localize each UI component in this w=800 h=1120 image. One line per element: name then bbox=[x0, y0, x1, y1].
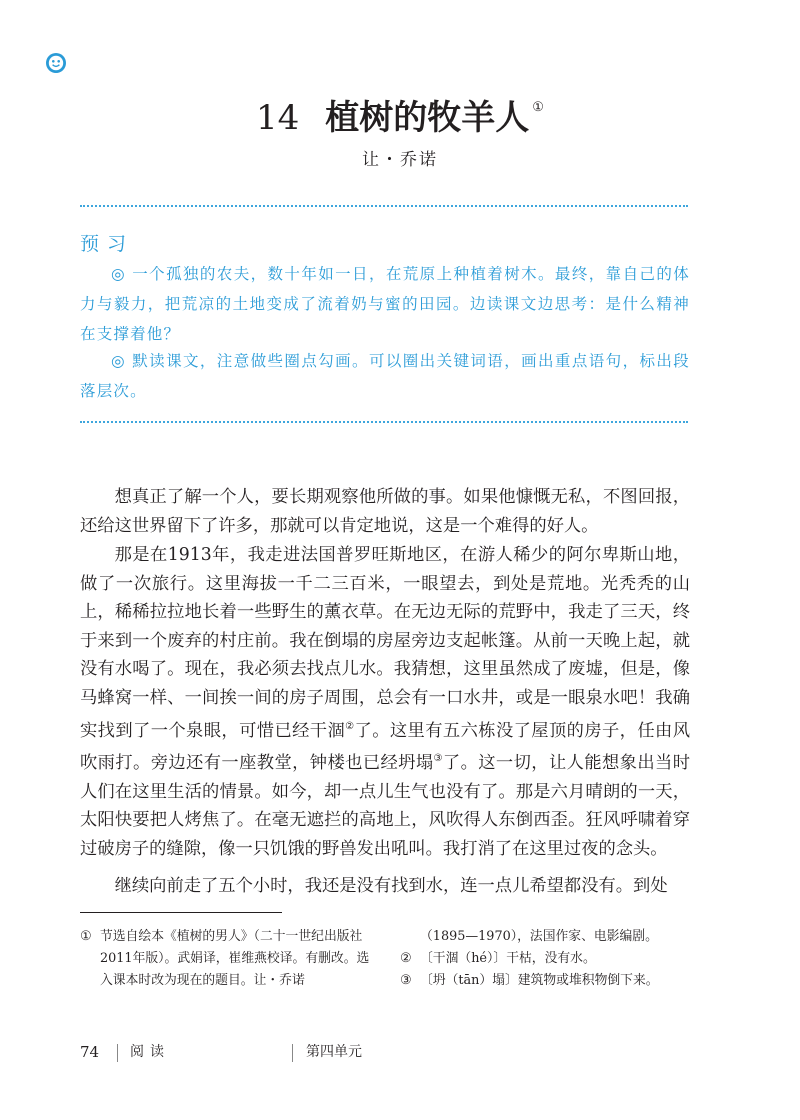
footnote-1-text: 节选自绘本《植树的男人》（二十一世纪出版社2011年版）。武娟译，崔维燕校译。有删改。选入课本时改为现在的题目。让・乔诺 bbox=[100, 929, 370, 988]
body-paragraph-2-part-b: 了。这里有五六栋没了屋顶的房子，任由风吹雨打。旁边还有一座教堂，钟楼也已经坍塌 bbox=[80, 720, 690, 774]
footer-unit-label: 第四单元 bbox=[306, 1044, 362, 1060]
lesson-number: 14 bbox=[256, 98, 300, 138]
footnote-2-text: 〔干涸（hé）〕干枯，没有水。 bbox=[420, 951, 596, 966]
body-paragraph-2 bbox=[80, 541, 690, 864]
footnote-2 bbox=[400, 948, 700, 970]
footnotes-right-column bbox=[400, 926, 700, 992]
footer-separator bbox=[292, 1044, 293, 1062]
footnote-mark-3: ③ bbox=[433, 753, 443, 765]
footnotes-left-column bbox=[80, 926, 370, 992]
footnote-1-continued: （1895—1970），法国作家、电影编剧。 bbox=[420, 929, 658, 944]
footer-section-label: 阅读 bbox=[130, 1044, 170, 1060]
footnote-2-mark: ② bbox=[400, 951, 412, 966]
footnote-3-mark: ③ bbox=[400, 973, 412, 988]
lesson-title-text: 植树的牧羊人 bbox=[325, 98, 530, 138]
footer-separator bbox=[117, 1044, 118, 1062]
footnote-1-mark: ① bbox=[80, 929, 92, 944]
preview-heading: 预习 bbox=[80, 233, 135, 255]
body-paragraph-1: 想真正了解一个人，要长期观察他所做的事。如果他慷慨无私，不图回报，还给这世界留下了许多，那就可以肯定地说，这是一个难得的好人。 bbox=[80, 487, 690, 536]
page-footer bbox=[0, 1040, 800, 1064]
preview-paragraph-1: ◎ 一个孤独的农夫，数十年如一日，在荒原上种植着树木。最终，靠自己的体力与毅力，把荒凉的土地变成了流着奶与蜜的田园。边读课文边思考：是什么精神在支撑着他？ bbox=[80, 265, 690, 343]
footnote-mark-2: ② bbox=[345, 720, 355, 732]
page-number: 74 bbox=[80, 1043, 100, 1061]
preview-paragraph-2: ◎ 默读课文，注意做些圈点勾画。可以圈出关键词语，画出重点语句，标出段落层次。 bbox=[80, 352, 690, 400]
preview-bottom-divider bbox=[80, 421, 688, 423]
lesson-title bbox=[0, 84, 800, 142]
smiley-face-icon bbox=[45, 52, 67, 74]
body-paragraph-2-part-a: 那是在1913年，我走进法国普罗旺斯地区，在游人稀少的阿尔卑斯山地，做了一次旅行。这里海拔一千二三百米，一眼望去，到处是荒地。光秃秃的山上，稀稀拉拉地长着一些野生的薰衣草。在无边无际的荒野中，我走了三天，终于来到一个废弃的村庄前。我在倒塌的房屋旁边支起帐篷。从前一天晚上起，就没有水喝了。现在，我必须去找点儿水。我猜想，这里虽然成了废墟，但是，像马蜂窝一样、一间挨一间的房子周围，总会有一口水井，或是一眼泉水吧！我确实找到了一个泉眼，可惜已经干涸 bbox=[80, 545, 690, 741]
footnote-3-text: 〔坍（tān）塌〕建筑物或堆积物倒下来。 bbox=[420, 973, 659, 988]
body-paragraph-3: 继续向前走了五个小时，我还是没有找到水，连一点儿希望都没有。到处 bbox=[114, 876, 668, 896]
footnote-divider bbox=[80, 912, 282, 913]
footnote-1 bbox=[80, 926, 370, 992]
body-paragraph-2-part-c: 了。这一切，让人能想象出当时人们在这里生活的情景。如今，却一点儿生气也没有了。那是六月晴朗的一天，太阳快要把人烤焦了。在毫无遮拦的高地上，风吹得人东倒西歪。狂风呼啸着穿过破房子的缝隙，像一只饥饿的野兽发出吼叫。我打消了在这里过夜的念头。 bbox=[80, 753, 690, 859]
footnote-3 bbox=[400, 970, 700, 992]
preview-top-divider bbox=[80, 205, 688, 207]
title-footnote-mark: ① bbox=[532, 100, 544, 115]
author-name: 让・乔诺 bbox=[362, 150, 438, 170]
